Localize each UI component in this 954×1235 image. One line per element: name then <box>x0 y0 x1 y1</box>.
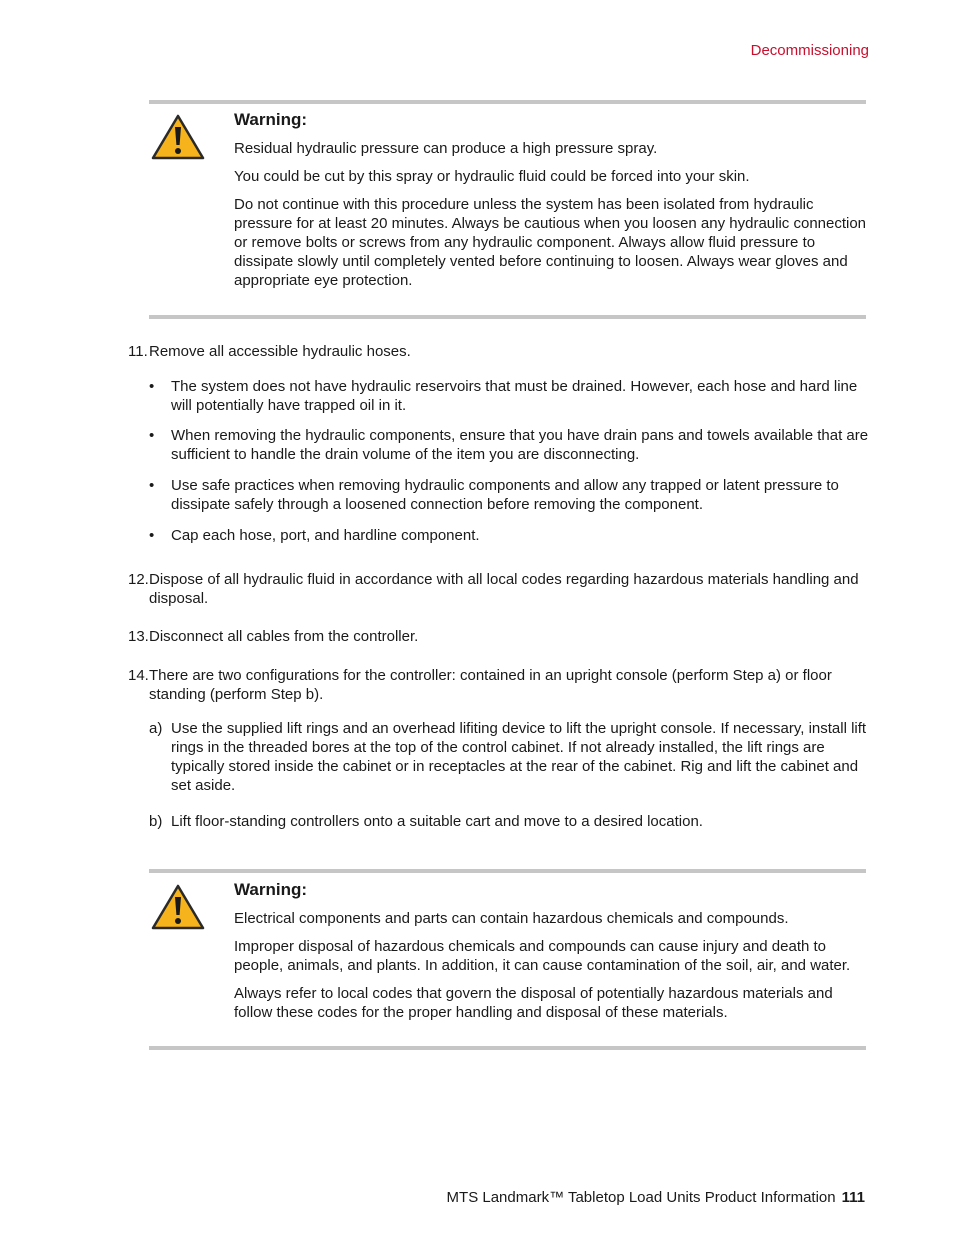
step-text: There are two configurations for the controller: contained in an upright console (perform Step a) or floor standing (perform Step b). <box>149 667 832 703</box>
step-number: 11. <box>128 343 148 360</box>
warning-bottom-rule <box>149 315 866 319</box>
running-header: Decommissioning <box>750 42 869 59</box>
step-number: 14. <box>128 667 149 684</box>
bullet-text: Use safe practices when removing hydraulic components and allow any trapped or latent pressure to dissipate safely through a loosened connection before removing the component. <box>171 477 839 513</box>
warning-box <box>234 110 870 299</box>
warning-box <box>234 880 870 1031</box>
warning-paragraph: Do not continue with this procedure unless the system has been isolated from hydraulic pressure for at least 20 minutes. Always be cautious when you loosen any hydraulic connection or remove bolts or screws from any hydraulic component. Always allow fluid pressure to dissipate slowly until completely vented before continuing to loosen. Always wear gloves and appropriate eye protection. <box>234 196 867 289</box>
page-footer <box>447 1189 865 1206</box>
footer-title: MTS Landmark™ Tabletop Load Units Product Information <box>446 1189 836 1206</box>
step-text: Remove all accessible hydraulic hoses. <box>149 343 411 360</box>
warning-top-rule <box>149 869 866 873</box>
bullet-text: The system does not have hydraulic reservoirs that must be drained. However, each hose and hard line will potentially have trapped oil in it. <box>171 378 858 414</box>
step-number: 12. <box>128 571 149 588</box>
bullet-mark: • <box>149 527 155 544</box>
warning-triangle-icon <box>150 883 206 931</box>
step-text: Disconnect all cables from the controller. <box>149 628 419 645</box>
warning-paragraph: Residual hydraulic pressure can produce a high pressure spray. <box>234 140 658 157</box>
step-text: Dispose of all hydraulic fluid in accordance with all local codes regarding hazardous materials handling and disposal. <box>149 571 859 607</box>
substep-mark: b) <box>149 813 163 830</box>
warning-paragraph: You could be cut by this spray or hydraulic fluid could be forced into your skin. <box>234 168 750 185</box>
warning-top-rule <box>149 100 866 104</box>
warning-paragraph: Electrical components and parts can contain hazardous chemicals and compounds. <box>234 910 789 927</box>
bullet-mark: • <box>149 477 155 494</box>
warning-title: Warning: <box>234 880 308 899</box>
bullet-mark: • <box>149 378 155 395</box>
substep-mark: a) <box>149 720 163 737</box>
substep-text: Lift floor-standing controllers onto a suitable cart and move to a desired location. <box>171 813 703 830</box>
warning-bottom-rule <box>149 1046 866 1050</box>
substep-text: Use the supplied lift rings and an overhead lifiting device to lift the upright console. If necessary, install lift rings in the threaded bores at the top of the control cabinet. If not already installed, the lift rings are typically stored inside the cabinet or in receptacles at the rear of the cabinet. Rig and lift the cabinet and set aside. <box>171 720 867 794</box>
bullet-text: When removing the hydraulic components, ensure that you have drain pans and towels available that are sufficient to handle the drain volume of the item you are disconnecting. <box>171 427 869 463</box>
bullet-mark: • <box>149 427 155 444</box>
step-number: 13. <box>128 628 149 645</box>
warning-title: Warning: <box>234 110 308 129</box>
warning-paragraph: Always refer to local codes that govern the disposal of potentially hazardous materials and follow these codes for the proper handling and disposal of these materials. <box>234 985 833 1021</box>
warning-triangle-icon <box>150 113 206 161</box>
bullet-text: Cap each hose, port, and hardline component. <box>171 527 480 544</box>
warning-paragraph: Improper disposal of hazardous chemicals and compounds can cause injury and death to people, animals, and plants. In addition, it can cause contamination of the soil, air, and water. <box>234 938 851 974</box>
page-number: 111 <box>841 1189 865 1206</box>
